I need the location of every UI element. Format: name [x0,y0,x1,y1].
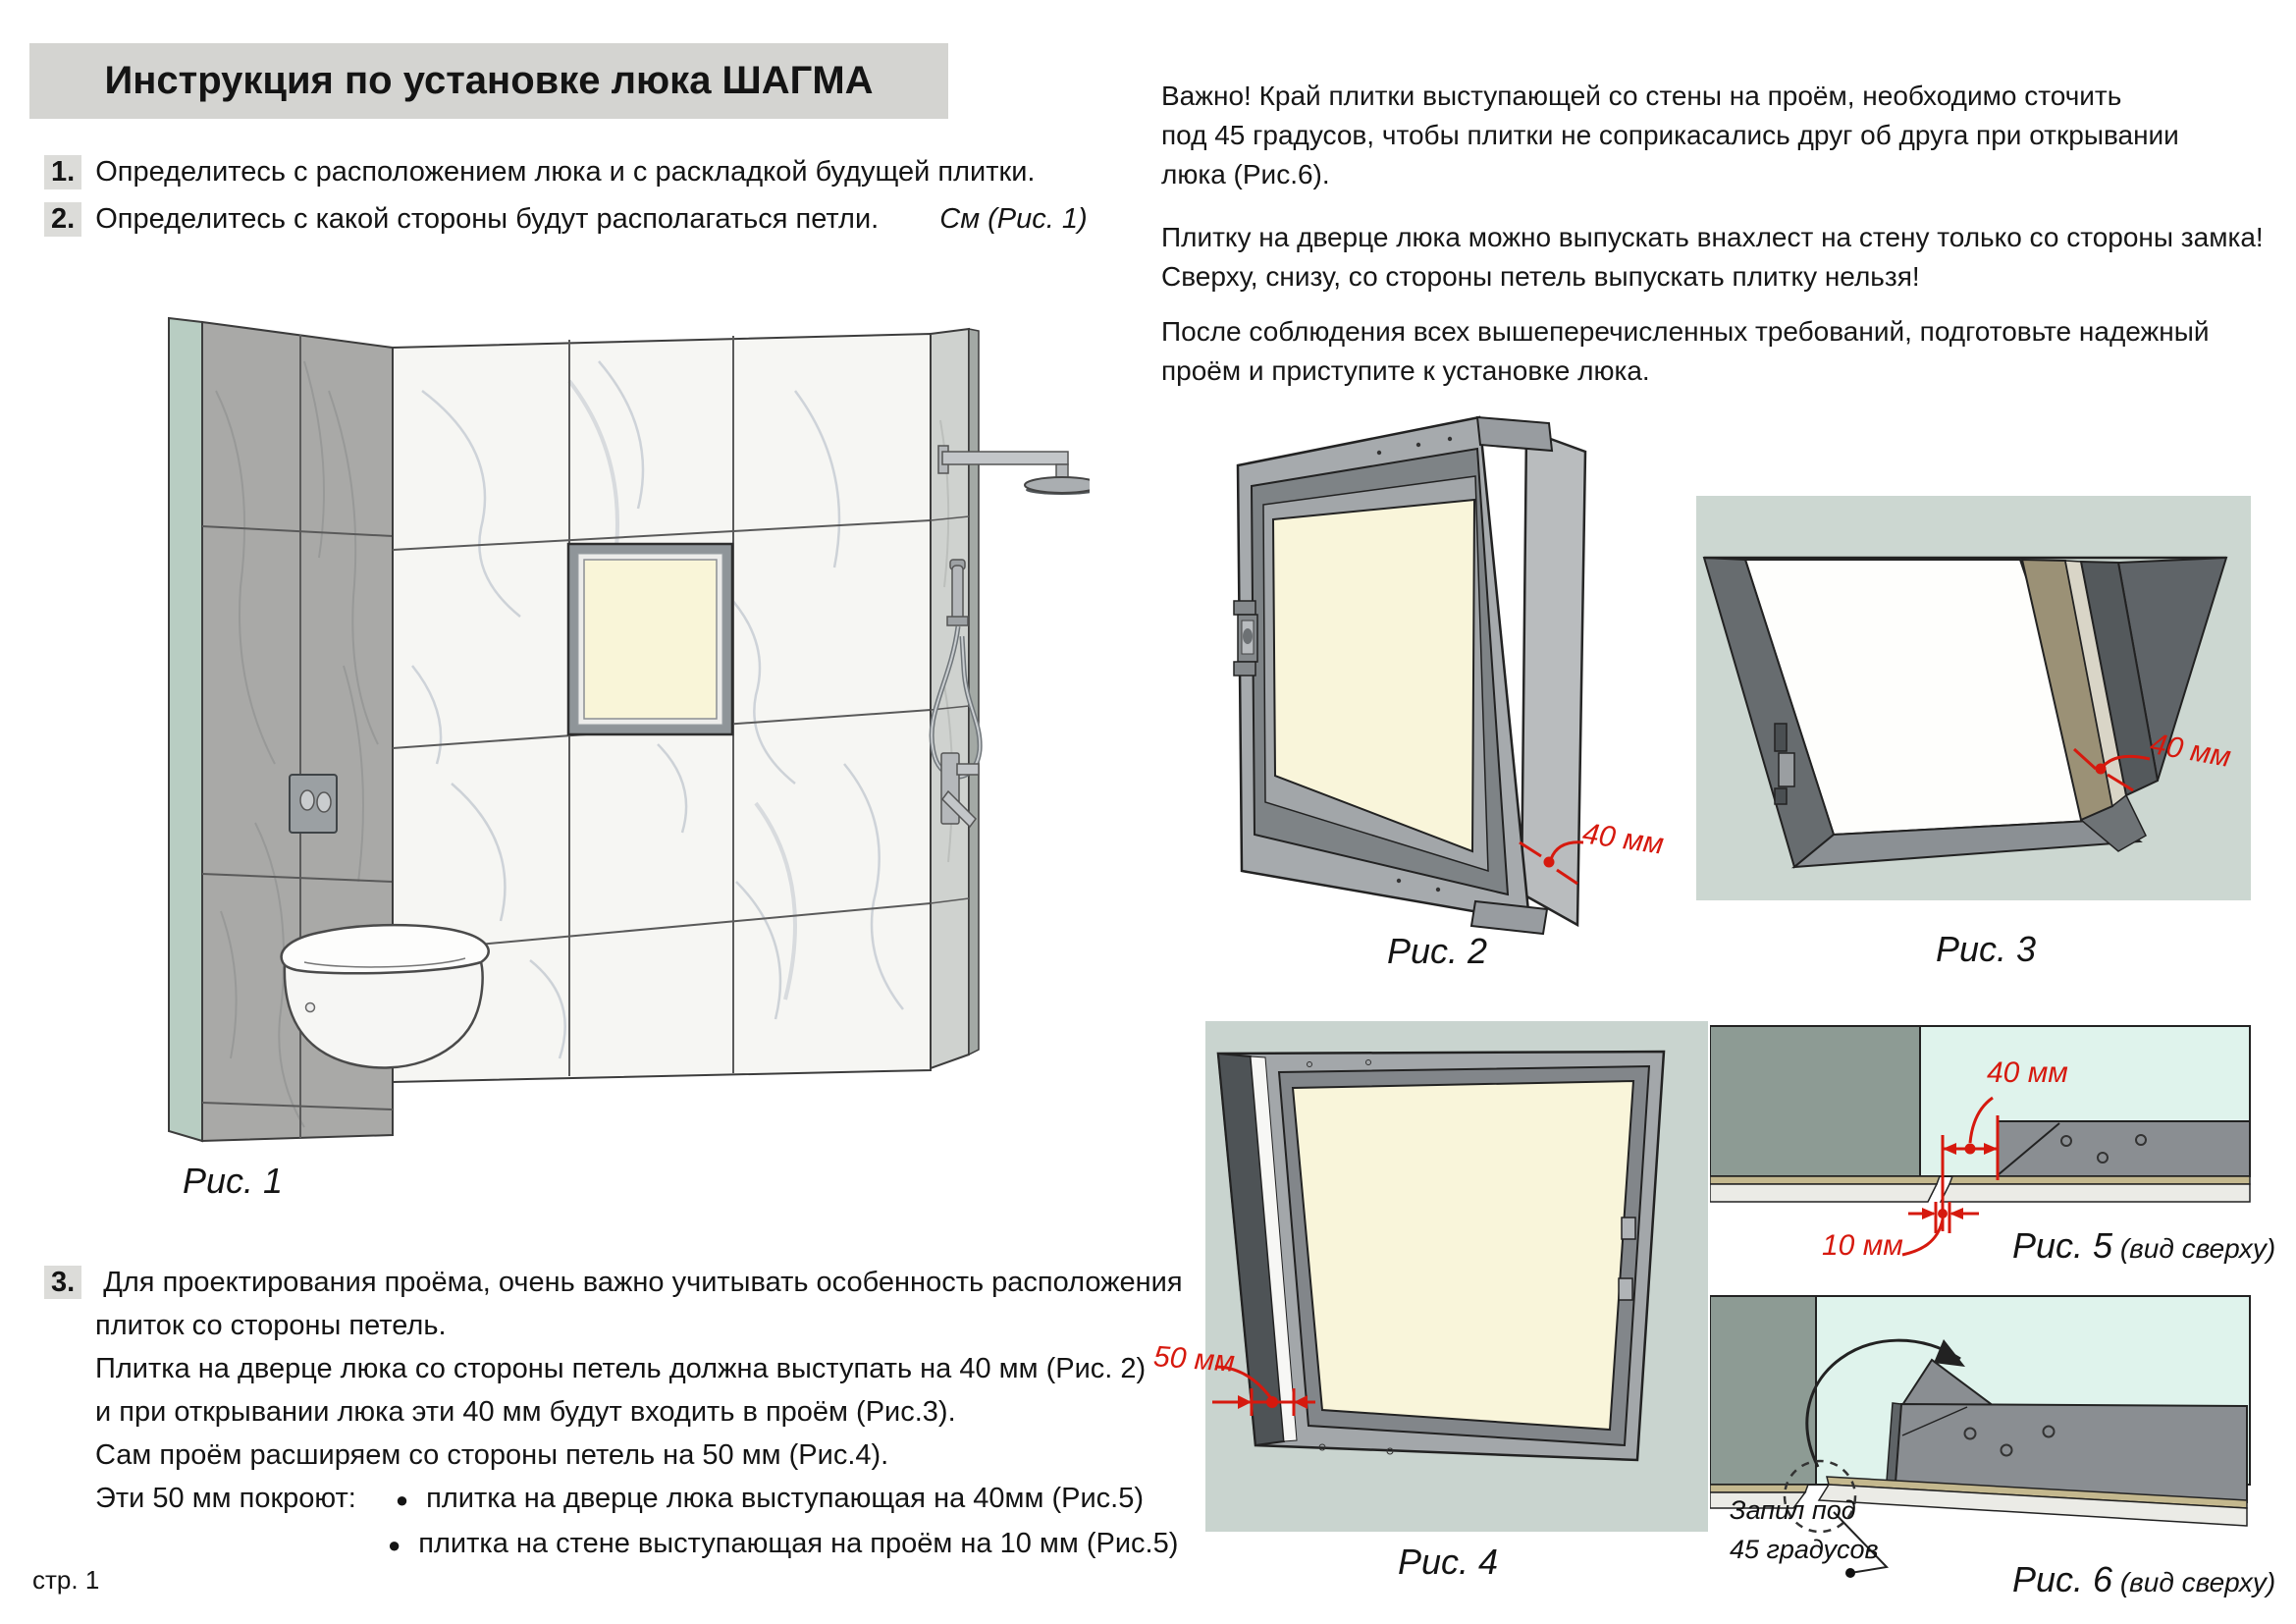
step-3-line-3: Плитка на дверце люка со стороны петель должна выступать на 40 мм (Рис. 2) [95,1353,1147,1384]
step-3-bullet-2: плитка на стене выступающая на проём на 10 мм (Рис.5) [418,1528,1179,1559]
page-number: стр. 1 [32,1565,100,1595]
wall-tile [1710,1184,1937,1202]
step-3-bullet-intro: Эти 50 мм покроют: [95,1483,356,1514]
figure-5-dimension-top-label: 40 мм [1987,1056,2068,1089]
final-line-1: После соблюдения всех вышеперечисленных требований, подготовьте надежный [1161,316,2210,347]
warning-paragraph [1161,77,2296,194]
lock-tab [1622,1218,1635,1239]
warning-line-1: Важно! Край плитки выступающей со стены на проём, необходимо сточить [1161,81,2122,111]
step-1-number: 1. [44,155,81,189]
warning-line-3: люка (Рис.6). [1161,159,1330,189]
hatch-lock [1234,601,1257,676]
dimension-10mm-marks [1902,1202,1979,1255]
flush-plate [290,775,337,833]
shower-arm [942,452,1068,464]
warning-line-2: под 45 градусов, чтобы плитки не соприкасались друг об друга при открывании [1161,120,2179,150]
bevel-note-line-2: 45 градусов [1730,1535,1879,1564]
step-2-text: Определитесь с какой стороны будут располагаться петли. [95,203,880,235]
step-2 [44,202,1088,237]
step-3-bullet-row-2 [44,1522,1183,1567]
step-1-text: Определитесь с расположением люка и с раскладкой будущей плитки. [95,156,1036,188]
step-3-bullet-row-1 [44,1477,1183,1522]
lock-tab [1619,1278,1632,1300]
figure-6-caption-suffix: (вид сверху) [2112,1567,2276,1597]
step-3-number: 3. [44,1266,81,1299]
step-3-bullet-1: плитка на дверце люка выступающая на 40мм (Рис.5) [426,1483,1145,1514]
figure-5-caption [2012,1225,2275,1267]
figure-6-caption [2012,1559,2275,1600]
figure-3-dimension-label: 40 мм [2147,728,2234,774]
step-3-line-5: Сам проём расширяем со стороны петель на 50 мм (Рис.4). [95,1439,889,1471]
overlap-line-2: Сверху, снизу, со стороны петель выпускать плитку нельзя! [1161,261,1920,292]
hatch-door-frame [1238,417,1552,934]
step-2-number: 2. [44,202,81,237]
left-wall-edge [169,318,202,1141]
hatch-frame-in-opening [1218,1052,1664,1460]
figure-6-caption-number: Рис. 6 [2012,1559,2113,1599]
figure-6-bevel-note [1730,1490,1879,1569]
tiles-section [1710,1176,2250,1202]
bullet-marker [388,1524,400,1567]
figure-5-caption-number: Рис. 5 [2012,1225,2113,1266]
page-title: Инструкция по установке люка ШАГМА [29,43,948,119]
step-3 [44,1261,1183,1567]
wall-section [1710,1026,1920,1176]
step-3-line-2: плиток со стороны петель. [95,1310,447,1341]
bottom-cap [1471,901,1547,934]
final-line-2: проём и приступите к установке люка. [1161,355,1650,386]
figure-1-caption: Рис. 1 [183,1161,284,1201]
final-instruction-paragraph [1161,312,2296,391]
top-cap [1477,417,1552,451]
figure-4-caption: Рис. 4 [1398,1542,1499,1582]
hand-shower [952,566,963,621]
figure-4-dimension-label: 50 мм [1151,1340,1236,1379]
figure-3-caption: Рис. 3 [1936,929,2037,969]
hatch-cream-panel [1293,1081,1633,1430]
overlap-line-1: Плитку на дверце люка можно выпускать внахлест на стену только со стороны замка! [1161,222,2264,252]
hatch-door-installed [568,544,732,734]
bullet-marker [396,1479,408,1522]
figure-1-bathroom-render [108,273,1090,1147]
wall-section [1710,1296,1816,1485]
step-3-line-4: и при открывании люка эти 40 мм будут входить в проём (Рис.3). [95,1396,956,1428]
figure-4-hatch-in-opening [1119,1021,1718,1537]
step-1 [44,155,1036,189]
bevel-note-line-1: Запил под [1730,1495,1856,1525]
figure-2-caption: Рис. 2 [1387,931,1488,971]
overlap-rule-paragraph [1161,218,2296,297]
hatch-door-section [1998,1121,2250,1176]
figure-3-open-hatch-top-view [1696,496,2251,903]
door-tile [1941,1184,2250,1202]
step-2-figure-reference: См (Рис. 1) [939,203,1088,235]
step-3-line-1: Для проектирования проёма, очень важно учитывать особенность расположения [103,1267,1183,1298]
figure-5-dimension-bottom-label: 10 мм [1822,1229,1903,1262]
figure-5-caption-suffix: (вид сверху) [2112,1233,2276,1264]
figure-2-dimension-label: 40 мм [1580,817,1666,861]
